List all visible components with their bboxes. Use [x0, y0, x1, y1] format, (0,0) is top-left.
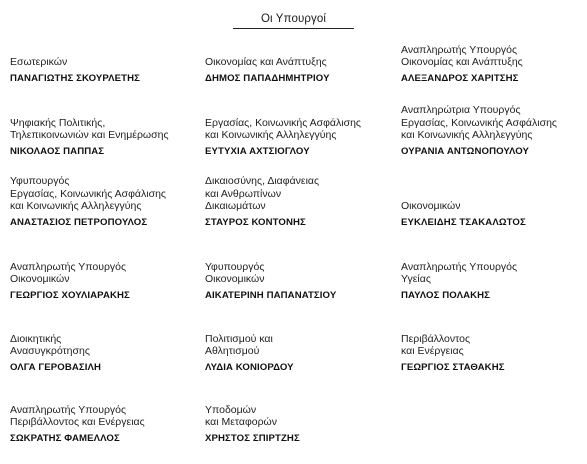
minister-name: ΓΕΩΡΓΙΟΣ ΧΟΥΛΙΑΡΑΚΗΣ [10, 290, 130, 301]
minister-entry [401, 44, 585, 85]
minister-entry [10, 175, 210, 229]
minister-entry [205, 404, 405, 445]
ministry-label: Οικονομικών [401, 200, 461, 213]
minister-name: ΝΙΚΟΛΑΟΣ ΠΑΠΠΑΣ [10, 146, 105, 157]
ministry-label: Υφυπουργός Εργασίας, Κοινωνικής Ασφάλισης και Κοινωνικής Αλληλεγγύης [10, 175, 166, 213]
ministry-label: Εσωτερικών [10, 56, 68, 69]
ministry-label: Δικαιοσύνης, Διαφάνειας και Ανθρωπίνων Δικαιωμάτων [205, 175, 320, 213]
minister-entry [401, 200, 585, 229]
minister-entry [205, 261, 405, 302]
minister-entry [205, 333, 405, 374]
minister-entry [401, 104, 585, 158]
ministry-label: Υφυπουργός Οικονομικών [205, 260, 265, 286]
page-heading: Οι Υπουργοί [233, 13, 354, 29]
minister-entry [10, 56, 210, 85]
ministry-label: Οικονομίας και Ανάπτυξης [205, 56, 327, 69]
ministry-label: Αναπληρωτής Υπουργός Περιβάλλοντος και Ενέργειας [10, 403, 145, 429]
minister-name: ΣΤΑΥΡΟΣ ΚΟΝΤΟΝΗΣ [205, 217, 306, 228]
minister-name: ΠΑΥΛΟΣ ΠΟΛΑΚΗΣ [401, 290, 491, 301]
minister-name: ΓΕΩΡΓΙΟΣ ΣΤΑΘΑΚΗΣ [401, 362, 505, 373]
minister-name: ΑΛΕΞΑΝΔΡΟΣ ΧΑΡΙΤΣΗΣ [401, 73, 519, 84]
minister-entry [10, 333, 210, 374]
minister-name: ΔΗΜΟΣ ΠΑΠΑΔΗΜΗΤΡΙΟΥ [205, 73, 330, 84]
minister-name: ΑΝΑΣΤΑΣΙΟΣ ΠΕΤΡΟΠΟΥΛΟΣ [10, 217, 148, 228]
ministry-label: Υποδομών και Μεταφορών [205, 403, 278, 429]
ministry-label: Περιβάλλοντος και Ενέργειας [401, 332, 471, 358]
minister-entry [205, 56, 405, 85]
minister-entry [10, 117, 210, 158]
heading-container [0, 9, 587, 29]
minister-entry [10, 404, 210, 445]
minister-name: ΟΛΓΑ ΓΕΡΟΒΑΣΙΛΗ [10, 362, 102, 373]
minister-name: ΟΥΡΑΝΙΑ ΑΝΤΩΝΟΠΟΥΛΟΥ [401, 146, 530, 157]
ministry-label: Αναπληρωτής Υπουργός Υγείας [401, 260, 518, 286]
ministry-label: Διοικητικής Ανασυγκρότησης [10, 332, 90, 358]
minister-entry [401, 261, 585, 302]
ministry-label: Αναπληρωτής Υπουργός Οικονομίας και Ανάπτυξης [401, 43, 523, 69]
minister-name: ΕΥΤΥΧΙΑ ΑΧΤΣΙΟΓΛΟΥ [205, 146, 310, 157]
ministry-label: Αναπληρώτρια Υπουργός Εργασίας, Κοινωνικής Ασφάλισης και Κοινωνικής Αλληλεγγύης [401, 104, 557, 142]
minister-entry [205, 175, 405, 229]
minister-name: ΑΙΚΑΤΕΡΙΝΗ ΠΑΠΑΝΑΤΣΙΟΥ [205, 290, 337, 301]
minister-entry [401, 333, 585, 374]
minister-name: ΕΥΚΛΕΙΔΗΣ ΤΣΑΚΑΛΩΤΟΣ [401, 217, 526, 228]
ministry-label: Αναπληρωτής Υπουργός Οικονομικών [10, 260, 127, 286]
minister-name: ΠΑΝΑΓΙΩΤΗΣ ΣΚΟΥΡΛΕΤΗΣ [10, 73, 141, 84]
ministry-label: Ψηφιακής Πολιτικής, Τηλεπικοινωνιών και Ενημέρωσης [10, 116, 169, 142]
minister-name: ΧΡΗΣΤΟΣ ΣΠΙΡΤΖΗΣ [205, 433, 300, 444]
minister-name: ΛΥΔΙΑ ΚΟΝΙΟΡΔΟΥ [205, 362, 294, 373]
minister-entry [205, 117, 405, 158]
ministry-label: Εργασίας, Κοινωνικής Ασφάλισης και Κοινωνικής Αλληλεγγύης [205, 116, 361, 142]
ministry-label: Πολιτισμού και Αθλητισμού [205, 332, 273, 358]
minister-entry [10, 261, 210, 302]
minister-name: ΣΩΚΡΑΤΗΣ ΦΑΜΕΛΛΟΣ [10, 433, 120, 444]
